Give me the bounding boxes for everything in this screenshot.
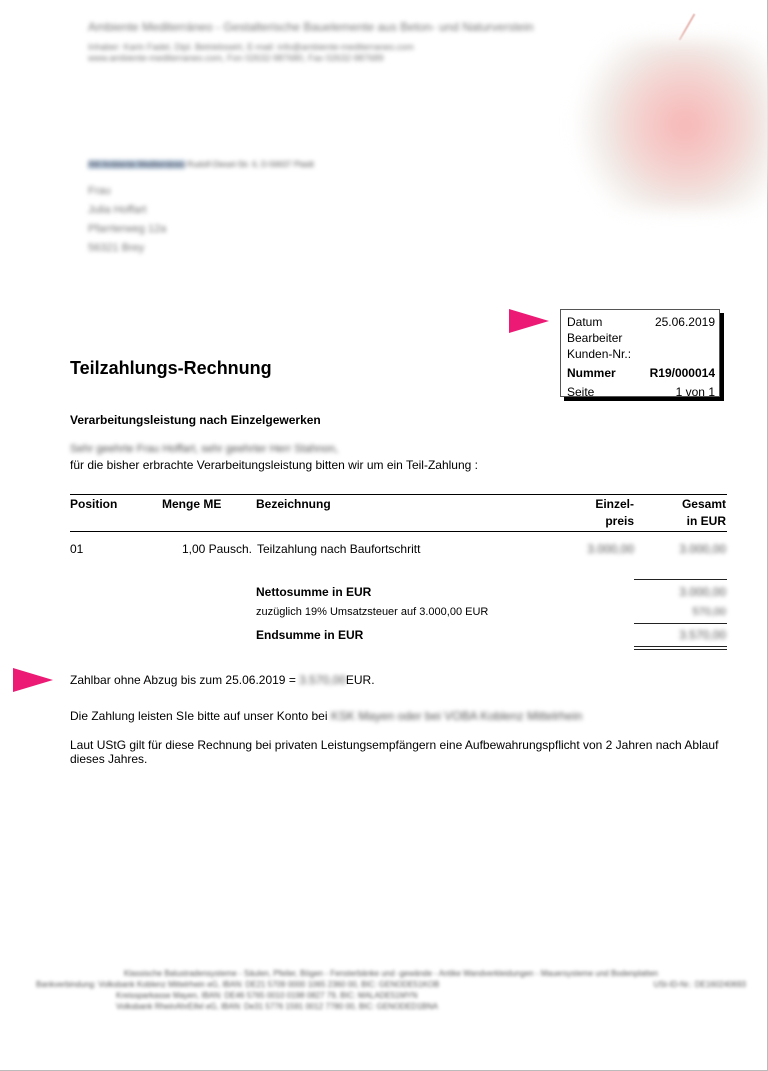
col-header-gesamt-2: in EUR (686, 514, 726, 528)
total-rule (634, 623, 727, 624)
netto-value: 3.000,00 (679, 585, 726, 599)
intro-text: für die bisher erbrachte Verarbeitungsleistung bitten wir um ein Teil-Zahlung : (70, 458, 478, 472)
row-einzelpreis: 3.000,00 (587, 542, 634, 556)
recipient-line: 56321 Brey (88, 242, 145, 254)
col-header-einzel-2: preis (605, 514, 634, 528)
footer-vat-id: USt-ID-Nr.: DE160240693 (653, 980, 746, 989)
bearbeiter-label: Bearbeiter (567, 331, 623, 345)
payment-bank (70, 709, 582, 723)
company-contact (88, 42, 414, 64)
logo-decoration (679, 14, 696, 41)
col-header-gesamt-1: Gesamt (681, 497, 726, 511)
sender-address: Rudolf-Diesel-Str. 6, D-56637 Plaidt (187, 160, 314, 169)
double-rule-bottom (634, 649, 727, 650)
table-header-rule (70, 531, 727, 532)
contact-line-2: www.ambiente-mediterraneo.com, Fon 02632-987680, Fax 02632-987689 (88, 53, 384, 63)
payment-due (70, 673, 375, 687)
payment-bank-prefix: Die Zahlung leisten SIe bitte auf unser Konto bei (70, 709, 328, 723)
invoice-info-box (560, 309, 720, 397)
payment-bank-name: KSK Mayen oder bei VOBA Koblenz Mittelrhein (330, 709, 583, 723)
col-header-menge: Menge ME (162, 497, 222, 511)
greeting: Sehr geehrte Frau Hoffart, sehr geehrter Herr Stahnon, (70, 443, 339, 455)
info-row-datum (567, 314, 719, 330)
endsumme-value: 3.570,00 (679, 628, 726, 642)
payment-due-prefix: Zahlbar ohne Abzug bis zum 25.06.2019 = (70, 673, 300, 687)
footer-line-1: Klassische Balustradensysteme - Säulen, Pfeiler, Bögen - Fensterbänke und -gewände - Antike Wandverkleidungen - Mauersysteme und Bodenplatten (123, 969, 659, 978)
table-top-rule (70, 494, 727, 495)
info-row-kunden (567, 346, 719, 362)
document-title: Teilzahlungs-Rechnung (70, 358, 272, 378)
seite-value: 1 von 1 (675, 385, 715, 399)
footer-line-4: Volksbank RheinAhrEifel eG, IBAN: De31 5776 1591 0012 7780 00, BIC: GENODED1BNA (116, 1002, 438, 1011)
datum-value: 25.06.2019 (654, 315, 715, 329)
seite-label: Seite (567, 385, 595, 399)
ustg-note: Laut UStG gilt für diese Rechnung bei privaten Leistungsempfängern eine Aufbewahrungspflicht von 2 Jahren nach Ablauf dieses Jahres. (70, 738, 719, 766)
col-header-einzel-1: Einzel- (595, 497, 634, 511)
footer-line-2: Bankverbindung: Volksbank Koblenz Mittelrhein eG, IBAN: DE21 5709 0000 1065 2360 00, BIC: GENODE51KOB (36, 980, 440, 989)
page-footer (36, 968, 746, 1012)
info-row-nummer (567, 365, 719, 381)
info-row-seite (567, 384, 719, 400)
recipient-line: Pfarrterweg 12a (88, 223, 167, 235)
netto-label: Nettosumme in EUR (256, 585, 372, 599)
sender-line (88, 160, 314, 169)
col-header-einzelpreis (595, 496, 634, 530)
footer-line-2-row (36, 979, 746, 990)
payment-due-suffix: EUR. (345, 673, 375, 687)
company-logo (575, 40, 768, 210)
row-bezeichnung: Teilzahlung nach Baufortschritt (257, 542, 421, 556)
col-header-bezeichnung: Bezeichnung (256, 497, 331, 511)
info-row-bearbeiter (567, 330, 719, 346)
recipient-line: Frau (88, 185, 111, 197)
footer-line-3: Kreissparkasse Mayen, IBAN: DE46 5765 0010 0198 0827 79, BIC: MALADE51MYN (116, 991, 418, 1000)
datum-label: Datum (567, 315, 603, 329)
sender-name: AM Ambiente Mediterráneo (88, 160, 185, 169)
nummer-value: R19/000014 (649, 366, 715, 380)
col-header-position: Position (70, 497, 118, 511)
ust-label: zuzüglich 19% Umsatzsteuer auf 3.000,00 EUR (256, 606, 489, 618)
row-gesamt: 3.000,00 (679, 542, 726, 556)
subtotal-rule (634, 579, 727, 580)
document-subtitle: Verarbeitungsleistung nach Einzelgewerken (70, 413, 321, 427)
recipient-address (88, 182, 166, 258)
payment-due-amount: 3.570,00 (299, 673, 346, 687)
contact-line-1: Inhaber: Karin Fadel, Dipl. Betriebswirt, E-mail: info@ambiente-mediterraneo.com (88, 42, 414, 52)
company-header: Ambiente Mediterráneo - Gestalterische Bauelemente aus Beton- und Naturverstein (88, 20, 534, 34)
pointer-arrow-icon (13, 668, 53, 692)
double-rule-top (634, 646, 727, 647)
endsumme-label: Endsumme in EUR (256, 628, 364, 642)
col-header-gesamt (682, 496, 726, 530)
nummer-label: Nummer (567, 366, 616, 380)
ust-value: 570,00 (692, 606, 726, 618)
recipient-line: Julia Hoffart (88, 204, 147, 216)
kunden-label: Kunden-Nr.: (567, 347, 632, 361)
row-position: 01 (70, 542, 84, 556)
pointer-arrow-icon (509, 309, 549, 333)
row-menge: 1,00 Pausch. (181, 542, 252, 556)
